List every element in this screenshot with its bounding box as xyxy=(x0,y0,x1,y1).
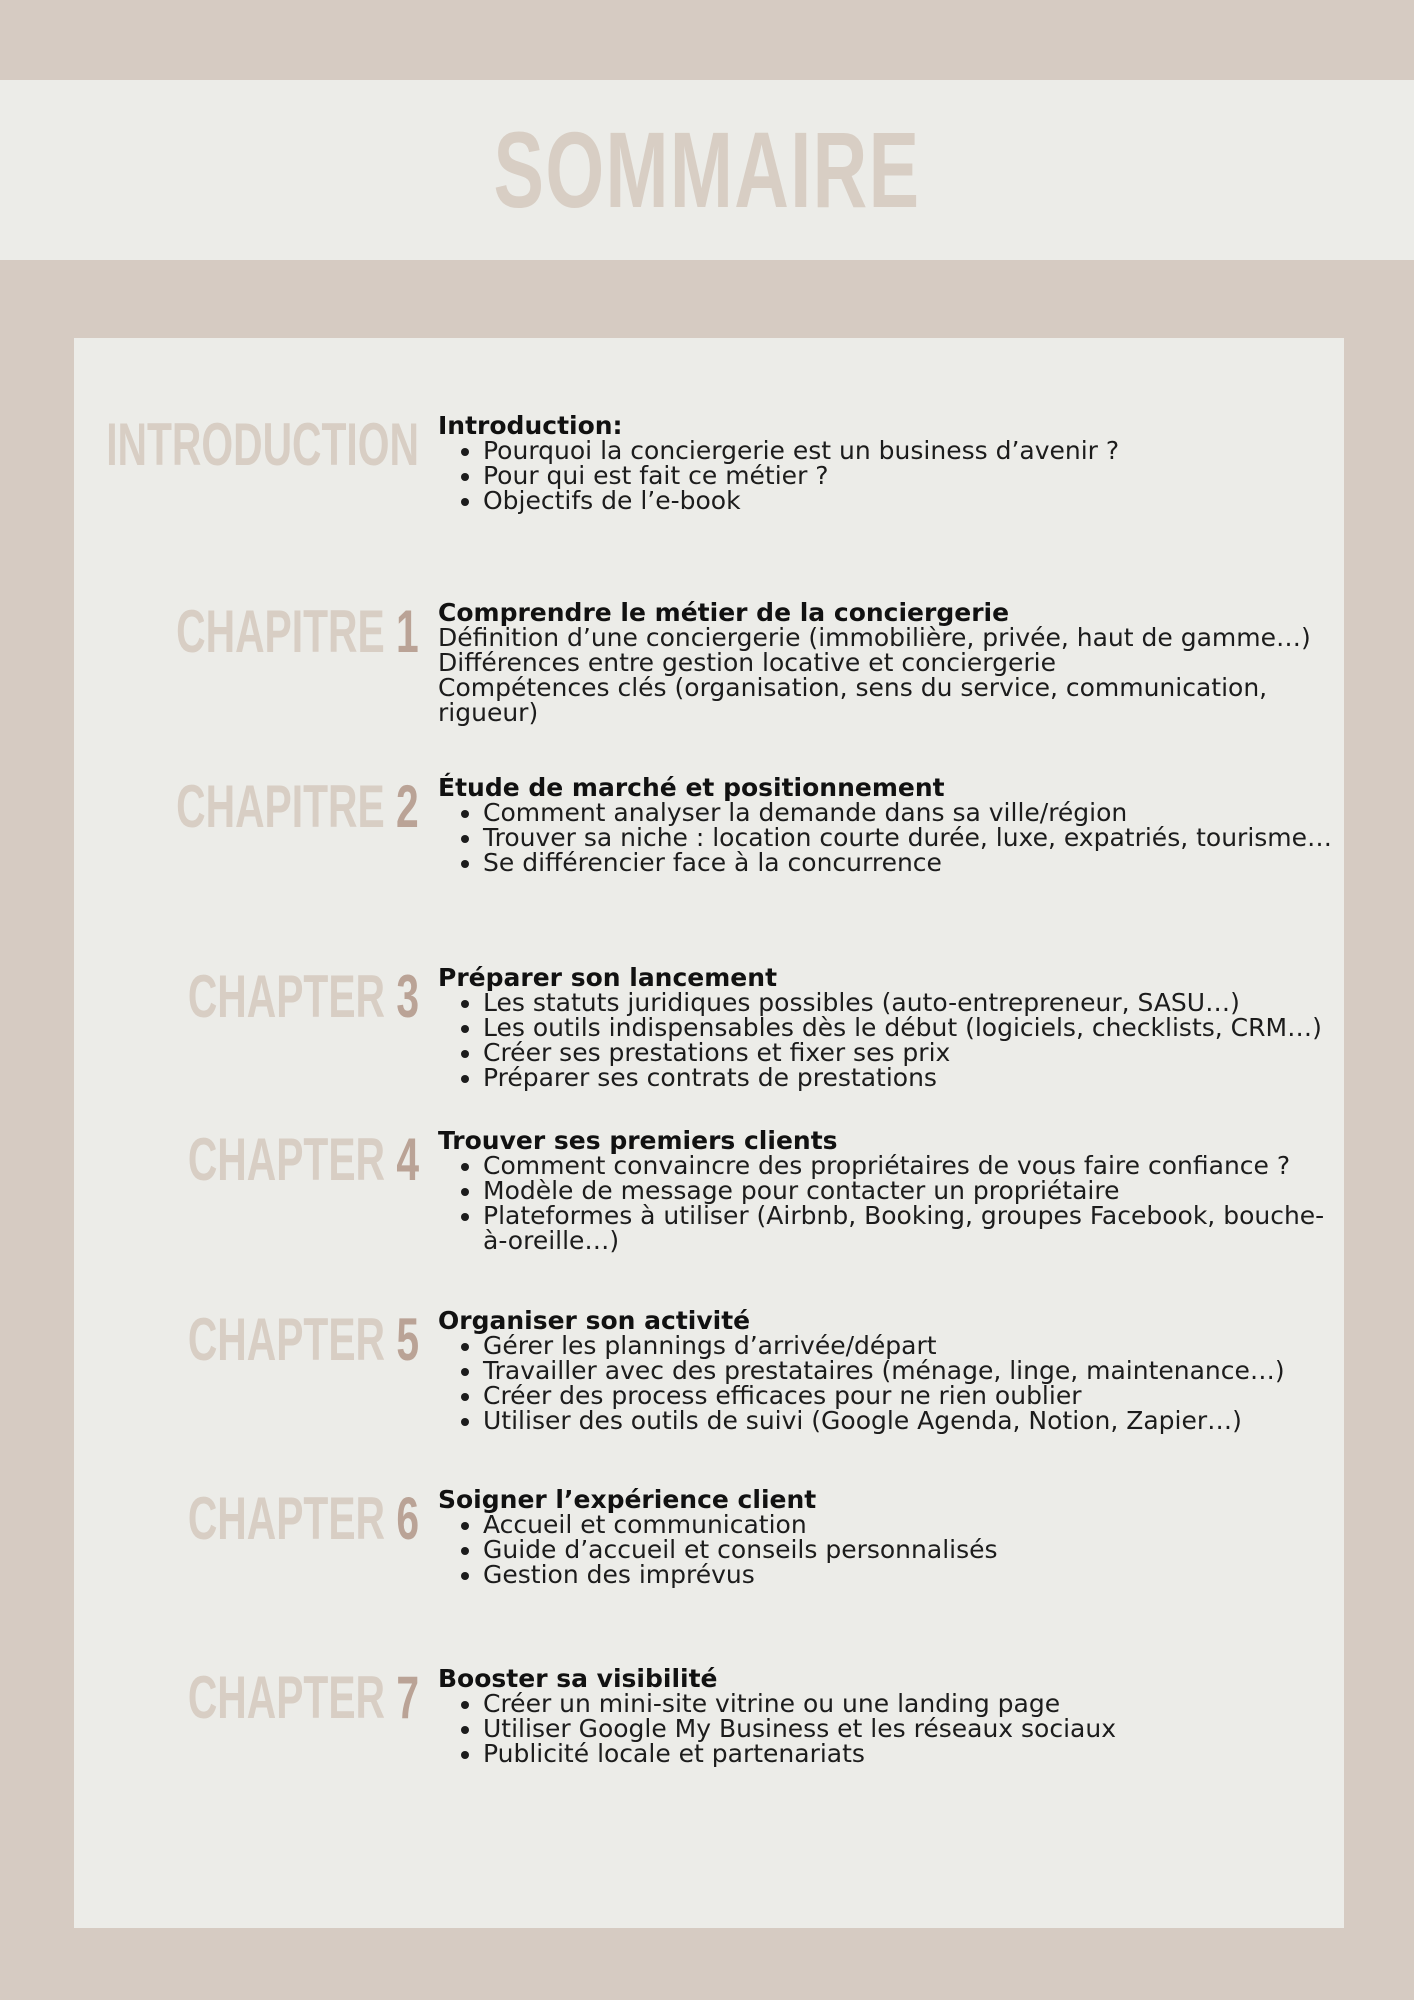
list-item: • Comment analyser la demande dans sa ville/région xyxy=(483,800,1338,825)
section-label: CHAPTER 3 xyxy=(187,963,419,1030)
list-item: • Plateformes à utiliser (Airbnb, Booking, groupes Facebook, bouche-à-oreille…) xyxy=(483,1203,1338,1253)
page-title: SOMMAIRE xyxy=(493,109,921,230)
section-content xyxy=(438,1308,1338,1433)
section-label: INTRODUCTION xyxy=(106,411,419,478)
list-item: • Se différencier face à la concurrence xyxy=(483,850,1338,875)
list-item: • Utiliser des outils de suivi (Google Agenda, Notion, Zapier…) xyxy=(483,1408,1338,1433)
list-item: • Pourquoi la conciergerie est un business d’avenir ? xyxy=(483,438,1338,463)
list-item: • Préparer ses contrats de prestations xyxy=(483,1065,1338,1090)
list-item: • Objectifs de l’e-book xyxy=(483,488,1338,513)
section-label: CHAPTER 6 xyxy=(187,1485,419,1552)
bullet-list xyxy=(438,1333,1338,1433)
section-content xyxy=(438,1666,1338,1766)
section-content xyxy=(438,965,1338,1090)
list-item: • Accueil et communication xyxy=(483,1512,1338,1537)
bullet-list xyxy=(438,1691,1338,1766)
section-label: CHAPTER 7 xyxy=(187,1664,419,1731)
bullet-list xyxy=(438,1153,1338,1253)
bullet-list xyxy=(438,1512,1338,1587)
section-label: CHAPITRE 1 xyxy=(176,598,419,665)
section-content xyxy=(438,413,1338,513)
bullet-list xyxy=(438,438,1338,513)
section-heading: Trouver ses premiers clients xyxy=(438,1126,838,1155)
text-line: Différences entre gestion locative et conciergerie xyxy=(438,648,1057,677)
bullet-list xyxy=(438,990,1338,1090)
section-label: CHAPITRE 2 xyxy=(176,773,419,840)
list-item: • Les outils indispensables dès le début (logiciels, checklists, CRM…) xyxy=(483,1015,1338,1040)
list-item: • Comment convaincre des propriétaires de vous faire confiance ? xyxy=(483,1153,1338,1178)
section-label: CHAPTER 5 xyxy=(187,1306,419,1373)
text-line: Définition d’une conciergerie (immobilière, privée, haut de gamme…) xyxy=(438,623,1311,652)
section-content xyxy=(438,1128,1338,1253)
section-heading: Introduction: xyxy=(438,411,623,440)
list-item: • Trouver sa niche : location courte durée, luxe, expatriés, tourisme… xyxy=(483,825,1338,850)
section-heading: Soigner l’expérience client xyxy=(438,1485,817,1514)
list-item: • Publicité locale et partenariats xyxy=(483,1741,1338,1766)
section-heading: Étude de marché et positionnement xyxy=(438,773,945,802)
section-content xyxy=(438,600,1338,725)
list-item: • Gérer les plannings d’arrivée/départ xyxy=(483,1333,1338,1358)
section-content xyxy=(438,775,1338,875)
list-item: • Travailler avec des prestataires (ménage, linge, maintenance…) xyxy=(483,1358,1338,1383)
section-heading: Comprendre le métier de la conciergerie xyxy=(438,598,1010,627)
list-item: • Gestion des imprévus xyxy=(483,1562,1338,1587)
list-item: • Guide d’accueil et conseils personnalisés xyxy=(483,1537,1338,1562)
list-item: • Créer ses prestations et fixer ses prix xyxy=(483,1040,1338,1065)
list-item: • Modèle de message pour contacter un propriétaire xyxy=(483,1178,1338,1203)
list-item: • Les statuts juridiques possibles (auto-entrepreneur, SASU…) xyxy=(483,990,1338,1015)
section-heading: Préparer son lancement xyxy=(438,963,778,992)
section-heading: Organiser son activité xyxy=(438,1306,751,1335)
bullet-list xyxy=(438,800,1338,875)
list-item: • Créer un mini-site vitrine ou une landing page xyxy=(483,1691,1338,1716)
text-line: Compétences clés (organisation, sens du service, communication, rigueur) xyxy=(438,673,1268,727)
section-label: CHAPTER 4 xyxy=(187,1126,419,1193)
list-item: • Créer des process efficaces pour ne rien oublier xyxy=(483,1383,1338,1408)
section-heading: Booster sa visibilité xyxy=(438,1664,718,1693)
list-item: • Utiliser Google My Business et les réseaux sociaux xyxy=(483,1716,1338,1741)
list-item: • Pour qui est fait ce métier ? xyxy=(483,463,1338,488)
section-content xyxy=(438,1487,1338,1587)
title-band xyxy=(0,80,1414,260)
table-of-contents-panel xyxy=(74,338,1344,1928)
